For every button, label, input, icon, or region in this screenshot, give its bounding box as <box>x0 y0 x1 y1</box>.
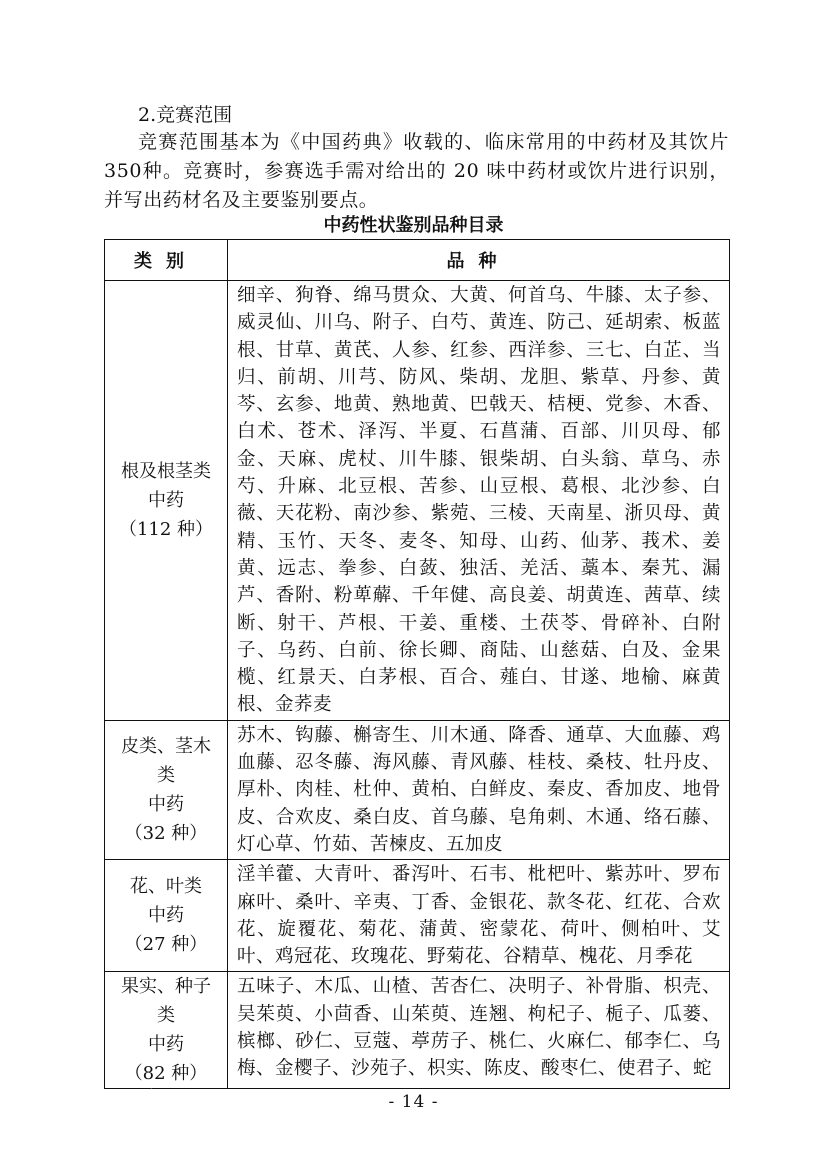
category-line: 类 <box>157 764 175 786</box>
items-cell: 淫羊藿、大青叶、番泻叶、石韦、枇杷叶、紫苏叶、罗布麻叶、桑叶、辛夷、丁香、金银花、款冬花、红花、合欢花、旋覆花、菊花、蒲黄、密蒙花、荷叶、侧柏叶、艾叶、鸡冠花、玫瑰花、野菊花、谷精草、槐花、月季花 <box>228 860 730 972</box>
footer-mark: . <box>150 1082 153 1091</box>
items-cell: 苏木、钩藤、槲寄生、川木通、降香、通草、大血藤、鸡血藤、忍冬藤、海风藤、青风藤、桂枝、桑枝、牡丹皮、厚朴、肉桂、杜仲、黄柏、白鲜皮、秦皮、香加皮、地骨皮、合欢皮、桑白皮、首乌藤、皂角刺、木通、络石藤、灯心草、竹茹、苦楝皮、五加皮 <box>228 720 730 859</box>
drug-catalog-table <box>104 239 730 1089</box>
category-cell <box>105 972 228 1089</box>
category-line: 果实、种子 <box>121 976 211 998</box>
category-cell <box>105 720 228 859</box>
category-line: 根及根茎类 <box>121 460 211 482</box>
category-cell <box>105 860 228 972</box>
category-line: （32 种） <box>124 822 208 844</box>
category-line: （112 种） <box>118 518 214 540</box>
table-row <box>105 972 730 1089</box>
section-paragraph: 竞赛范围基本为《中国药典》收载的、临床常用的中药材及其饮片 350种。竞赛时，参赛选手需对给出的 20 味中药材或饮片进行识别，并写出药材名及主要鉴别要点。 <box>104 131 729 211</box>
table-title: 中药性状鉴别品种目录 <box>323 215 504 236</box>
header-category: 类别 <box>105 240 228 281</box>
category-line: 类 <box>157 1005 175 1027</box>
section-title: 2.竞赛范围 <box>138 104 233 126</box>
items-cell: 细辛、狗脊、绵马贯众、大黄、何首乌、牛膝、太子参、威灵仙、川乌、附子、白芍、黄连、防己、延胡索、板蓝根、甘草、黄芪、人参、红参、西洋参、三七、白芷、当归、前胡、川芎、防风、柴胡、龙胆、紫草、丹参、黄芩、玄参、地黄、熟地黄、巴戟天、桔梗、党参、木香、白术、苍术、泽泻、半夏、石菖蒲、百部、川贝母、郁金、天麻、虎杖、川牛膝、银柴胡、白头翁、草乌、赤芍、升麻、北豆根、苦参、山豆根、葛根、北沙参、白薇、天花粉、南沙参、紫菀、三棱、天南星、浙贝母、黄精、玉竹、天冬、麦冬、知母、山药、仙茅、莪术、姜黄、远志、拳参、白蔹、独活、羌活、藁本、秦艽、漏芦、香附、粉萆薢、千年健、高良姜、胡黄连、茜草、续断、射干、芦根、干姜、重楼、土茯苓、骨碎补、白附子、乌药、白前、徐长卿、商陆、山慈菇、白及、金果榄、红景天、白茅根、百合、薤白、甘遂、地榆、麻黄根、金荞麦 <box>228 281 730 721</box>
category-line: 中药 <box>148 1034 184 1056</box>
category-line: 花、叶类 <box>130 876 202 898</box>
table-row <box>105 720 730 859</box>
table-row <box>105 860 730 972</box>
header-items: 品种 <box>228 240 730 281</box>
category-line: （82 种） <box>124 1063 208 1085</box>
page-number: - 14 - <box>388 1092 439 1112</box>
category-line: （27 种） <box>124 934 208 956</box>
category-line: 皮类、茎木 <box>121 735 211 757</box>
category-line: 中药 <box>148 793 184 815</box>
items-cell: 五味子、木瓜、山楂、苦杏仁、决明子、补骨脂、枳壳、吴茱萸、小茴香、山茱萸、连翘、枸杞子、栀子、瓜蒌、槟榔、砂仁、豆蔻、葶苈子、桃仁、火麻仁、郁李仁、乌梅、金樱子、沙苑子、枳实、陈皮、酸枣仁、使君子、蛇 <box>228 972 730 1089</box>
category-line: 中药 <box>148 905 184 927</box>
category-line: 中药 <box>148 489 184 511</box>
table-header-row <box>105 240 730 281</box>
category-cell <box>105 281 228 721</box>
table-row <box>105 281 730 721</box>
